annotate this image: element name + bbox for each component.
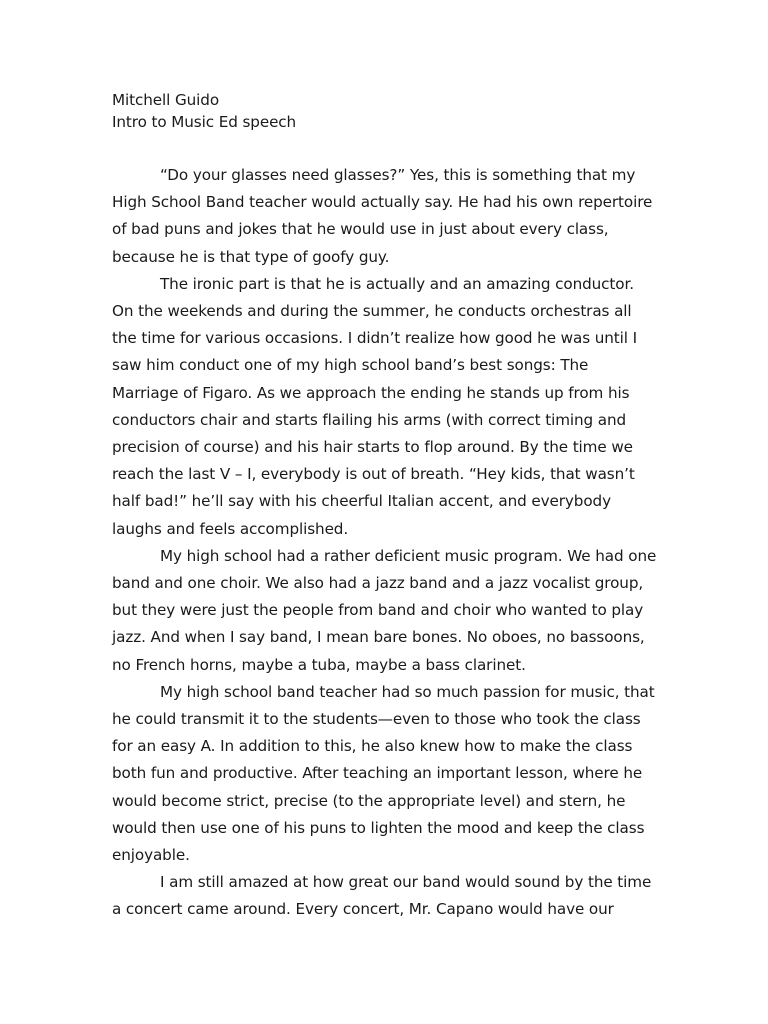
document-body	[112, 89, 658, 924]
paragraph-4: My high school band teacher had so much passion for music, that he could transmit it to the students—even to those who took the class for an easy A. In addition to this, he also knew how to make the class both fun and productive. After teaching an important lesson, where he would become strict, precise (to the appropriate level) and stern, he would then use one of his puns to lighten the mood and keep the class enjoyable.	[112, 682, 655, 865]
paragraph-2: The ironic part is that he is actually and an amazing conductor. On the weekends and during the summer, he conducts orchestras all the time for various occasions. I didn’t realize how good he was until I saw him conduct one of my high school band’s best songs: The Marriage of Figaro. As we approach the ending he stands up from his conductors chair and starts flailing his arms (with correct timing and precision of course) and his hair starts to flop around. By the time we reach the last V – I, everybody is out of breath. “Hey kids, that wasn’t half bad!” he’ll say with his cheerful Italian accent, and everybody laughs and feels accomplished.	[112, 274, 638, 538]
course-title: Intro to Music Ed speech	[112, 113, 297, 131]
paragraph-5: I am still amazed at how great our band would sound by the time a concert came around. Every concert, Mr. Capano would have our	[112, 873, 652, 919]
speech-text	[112, 162, 658, 924]
paragraph-3: My high school had a rather deficient music program. We had one band and one choir. We also had a jazz band and a jazz vocalist group, but they were just the people from band and choir who wanted to play jazz. And when I say band, I mean bare bones. No oboes, no bassoons, no French horns, maybe a tuba, maybe a bass clarinet.	[112, 546, 657, 674]
author-name: Mitchell Guido	[112, 91, 220, 109]
paragraph-1: “Do your glasses need glasses?” Yes, this is something that my High School Band teacher would actually say. He had his own repertoire of bad puns and jokes that he would use in just about every class, because he is that type of goofy guy.	[112, 166, 653, 266]
